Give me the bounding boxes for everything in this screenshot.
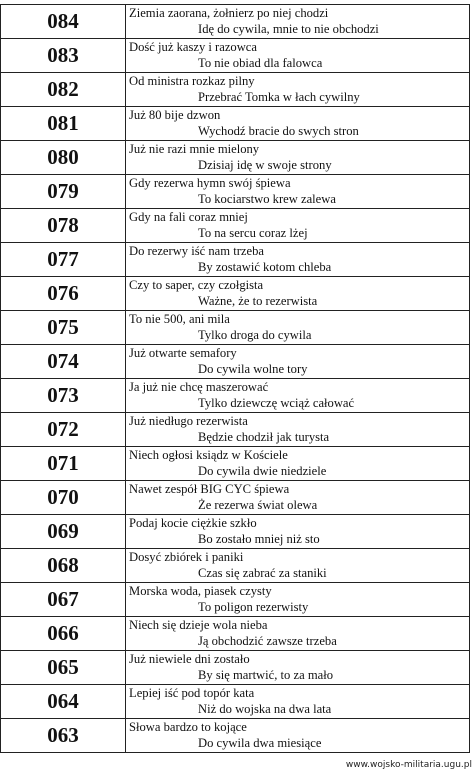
verse-line-first: Już niewiele dni zostało (129, 652, 250, 666)
verse-line-first: Dosyć zbiórek i paniki (129, 550, 244, 564)
verse-line-second: Czas się zabrać za staniki (198, 566, 327, 580)
day-number: 081 (1, 107, 126, 141)
verse-cell (126, 719, 470, 753)
table-row (1, 379, 470, 413)
site-watermark: www.wojsko-militaria.ugu.pl (345, 760, 472, 770)
day-number: 070 (1, 481, 126, 515)
verse-cell (126, 447, 470, 481)
table-row (1, 413, 470, 447)
day-number: 076 (1, 277, 126, 311)
verse-cell (126, 685, 470, 719)
table-row (1, 311, 470, 345)
day-number: 064 (1, 685, 126, 719)
verse-line-second: Do cywila wolne tory (198, 362, 308, 376)
table-row (1, 651, 470, 685)
verse-line-first: Niech się dzieje wola nieba (129, 618, 268, 632)
verse-cell (126, 413, 470, 447)
table-row (1, 515, 470, 549)
verse-line-first: Czy to saper, czy czołgista (129, 278, 264, 292)
verse-cell (126, 311, 470, 345)
verse-cell (126, 5, 470, 39)
verse-line-second: Że rezerwa świat olewa (198, 498, 318, 512)
verse-line-second: Tylko dziewczę wciąż całować (198, 396, 355, 410)
table-row (1, 5, 470, 39)
table-row (1, 73, 470, 107)
verse-line-second: Będzie chodził jak turysta (198, 430, 330, 444)
day-number: 063 (1, 719, 126, 753)
day-number: 077 (1, 243, 126, 277)
day-number: 080 (1, 141, 126, 175)
countdown-table (0, 4, 470, 753)
verse-cell (126, 141, 470, 175)
verse-line-second: Przebrać Tomka w łach cywilny (198, 90, 360, 104)
table-row (1, 39, 470, 73)
table-row (1, 277, 470, 311)
verse-line-second: Do cywila dwa miesiące (198, 736, 322, 750)
verse-line-first: Od ministra rozkaz pilny (129, 74, 255, 88)
day-number: 071 (1, 447, 126, 481)
verse-line-second: To kociarstwo krew zalewa (198, 192, 336, 206)
verse-line-first: Niech ogłosi ksiądz w Kościele (129, 448, 288, 462)
verse-line-first: Podaj kocie ciężkie szkło (129, 516, 257, 530)
verse-cell (126, 209, 470, 243)
table-row (1, 345, 470, 379)
verse-cell (126, 277, 470, 311)
day-number: 078 (1, 209, 126, 243)
verse-cell (126, 379, 470, 413)
verse-line-second: Do cywila dwie niedziele (198, 464, 327, 478)
day-number: 079 (1, 175, 126, 209)
day-number: 066 (1, 617, 126, 651)
verse-line-second: Ją obchodzić zawsze trzeba (198, 634, 337, 648)
table-row (1, 617, 470, 651)
verse-cell (126, 243, 470, 277)
table-row (1, 447, 470, 481)
day-number: 072 (1, 413, 126, 447)
verse-line-first: Już nie razi mnie mielony (129, 142, 260, 156)
verse-line-first: Ja już nie chcę maszerować (129, 380, 269, 394)
verse-line-first: Gdy na fali coraz mniej (129, 210, 248, 224)
verse-cell (126, 175, 470, 209)
verse-line-second: Wychodź bracie do swych stron (198, 124, 359, 138)
table-row (1, 243, 470, 277)
table-row (1, 685, 470, 719)
verse-cell (126, 107, 470, 141)
verse-line-second: Tylko droga do cywila (198, 328, 312, 342)
verse-cell (126, 481, 470, 515)
verse-line-second: By zostawić kotom chleba (198, 260, 332, 274)
table-row (1, 549, 470, 583)
countdown-table-body (1, 5, 470, 753)
day-number: 073 (1, 379, 126, 413)
verse-cell (126, 617, 470, 651)
verse-line-second: Bo zostało mniej niż sto (198, 532, 320, 546)
verse-line-second: To nie obiad dla falowca (198, 56, 323, 70)
verse-line-first: Nawet zespół BIG CYC śpiewa (129, 482, 290, 496)
table-row (1, 719, 470, 753)
table-row (1, 107, 470, 141)
day-number: 082 (1, 73, 126, 107)
day-number: 074 (1, 345, 126, 379)
verse-cell (126, 651, 470, 685)
verse-line-second: Idę do cywila, mnie to nie obchodzi (198, 22, 379, 36)
verse-line-second: Niż do wojska na dwa lata (198, 702, 332, 716)
verse-line-second: To na sercu coraz lżej (198, 226, 308, 240)
verse-line-first: Już niedługo rezerwista (129, 414, 248, 428)
verse-line-second: Dzisiaj idę w swoje strony (198, 158, 332, 172)
verse-cell (126, 73, 470, 107)
verse-line-first: Słowa bardzo to kojące (129, 720, 247, 734)
verse-cell (126, 345, 470, 379)
day-number: 069 (1, 515, 126, 549)
verse-cell (126, 583, 470, 617)
table-row (1, 141, 470, 175)
verse-cell (126, 39, 470, 73)
day-number: 067 (1, 583, 126, 617)
verse-line-first: Już otwarte semafory (129, 346, 237, 360)
verse-line-first: Do rezerwy iść nam trzeba (129, 244, 264, 258)
table-row (1, 209, 470, 243)
verse-line-first: Morska woda, piasek czysty (129, 584, 272, 598)
verse-line-first: Już 80 bije dzwon (129, 108, 221, 122)
table-row (1, 481, 470, 515)
table-row (1, 583, 470, 617)
verse-line-first: Lepiej iść pod topór kata (129, 686, 255, 700)
verse-line-second: By się martwić, to za mało (198, 668, 333, 682)
day-number: 075 (1, 311, 126, 345)
verse-line-first: Gdy rezerwa hymn swój śpiewa (129, 176, 291, 190)
verse-line-first: Ziemia zaorana, żołnierz po niej chodzi (129, 6, 329, 20)
verse-line-second: Ważne, że to rezerwista (198, 294, 318, 308)
verse-line-first: Dość już kaszy i razowca (129, 40, 257, 54)
day-number: 084 (1, 5, 126, 39)
day-number: 065 (1, 651, 126, 685)
verse-cell (126, 515, 470, 549)
verse-line-first: To nie 500, ani mila (129, 312, 230, 326)
table-row (1, 175, 470, 209)
verse-line-second: To poligon rezerwisty (198, 600, 309, 614)
verse-cell (126, 549, 470, 583)
day-number: 068 (1, 549, 126, 583)
day-number: 083 (1, 39, 126, 73)
